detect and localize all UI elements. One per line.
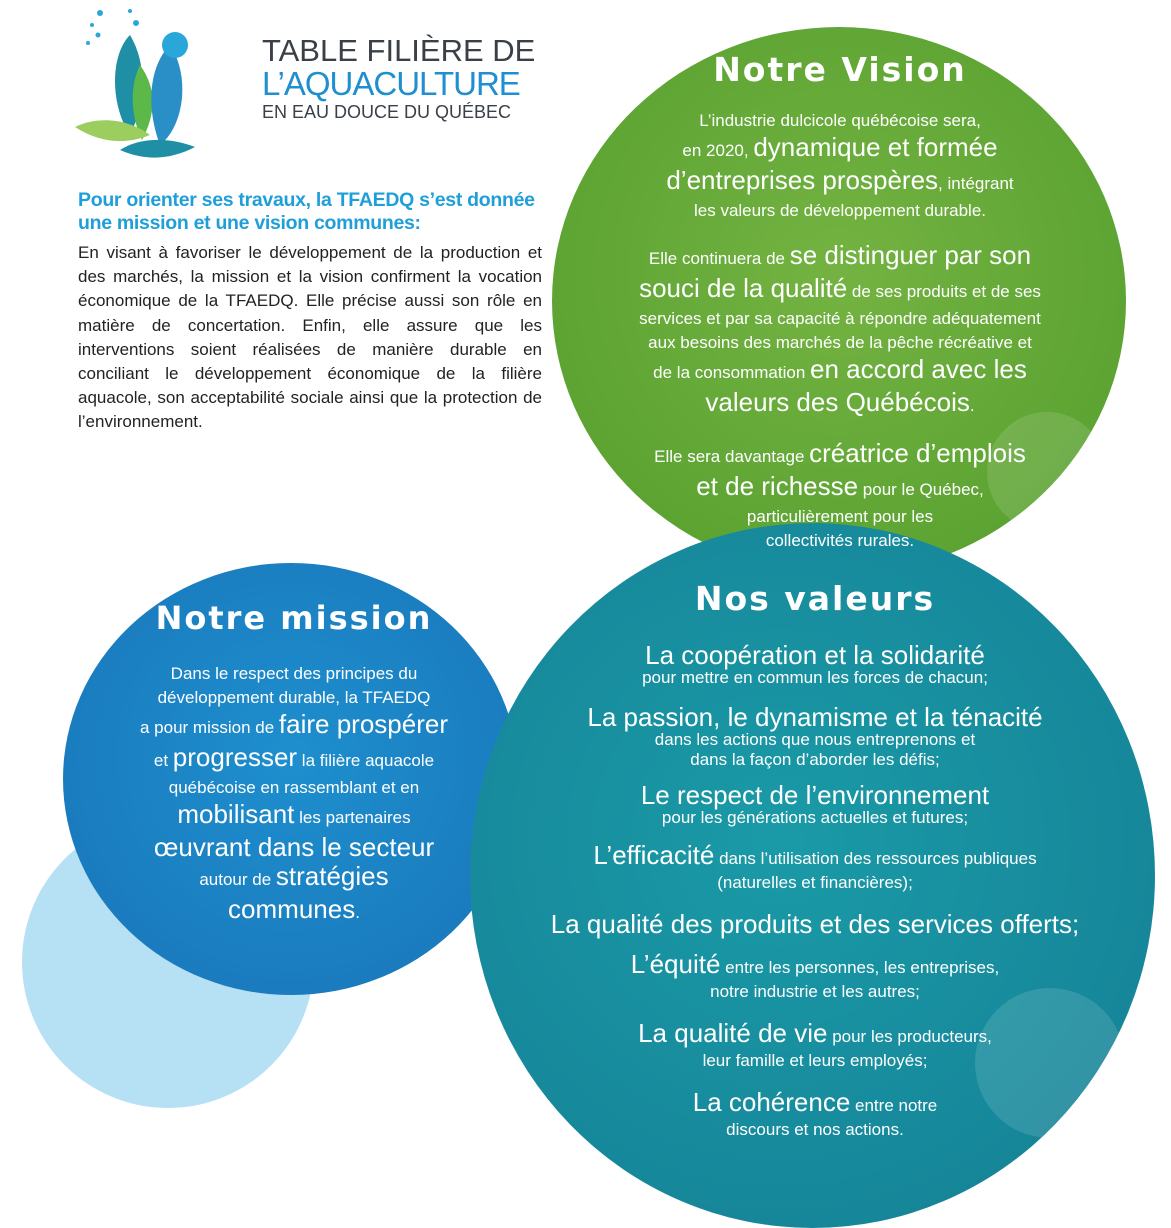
mission-emphasis-line: œuvrant dans le secteur [153, 832, 435, 862]
value-item-equite [500, 951, 1130, 1002]
vision-p2-emphasis-2: souci de la qualité [639, 273, 848, 303]
mission-text: a pour mission de [140, 718, 279, 737]
vision-p1-text: en 2020, [682, 141, 754, 160]
vision-p1-line-2: les valeurs de développement durable. [693, 201, 987, 220]
mission-emphasis: mobilisant [177, 799, 295, 829]
value-heading: L’équité [630, 949, 721, 979]
mission-title: Notre mission [155, 599, 433, 637]
value-description: pour les producteurs, [827, 1027, 992, 1046]
mission-text: les partenaires [294, 808, 411, 827]
mission-text: la filière aquacole [297, 751, 435, 770]
value-item-coherence [500, 1089, 1130, 1140]
vision-p1-emphasis: dynamique et formée [753, 132, 998, 162]
vision-p2-emphasis: se distinguer par son [789, 240, 1032, 270]
mission-text: . [355, 903, 360, 922]
value-description: discours et nos actions. [726, 1120, 904, 1139]
mission-emphasis: progresser [172, 742, 298, 772]
vision-p3-line: particulièrement pour les [746, 507, 934, 526]
mission-emphasis: faire prospérer [278, 709, 448, 739]
vision-p2-text-3: de la consommation [653, 363, 811, 382]
vision-paragraph-3 [570, 439, 1110, 553]
value-item-efficacite [500, 842, 1130, 893]
mission-paragraph [90, 662, 498, 928]
mission-text: autour de [199, 870, 276, 889]
mission-emphasis: communes [228, 894, 356, 924]
value-item-cooperation [500, 642, 1130, 688]
vision-p1-line: L’industrie dulcicole québécoise sera, [699, 111, 981, 130]
intro-title: Pour orienter ses travaux, la TFAEDQ s’est donnée une mission et une vision communes: [78, 189, 535, 234]
value-description: dans l’utilisation des ressources publiques [714, 849, 1037, 868]
vision-p2-text-4: . [969, 396, 975, 415]
value-description: pour les générations actuelles et futures; [661, 808, 969, 827]
value-description: dans la façon d’aborder les défis; [690, 750, 940, 769]
mission-line: Dans le respect des principes du [170, 664, 418, 683]
value-heading: La passion, le dynamisme et la ténacité [587, 702, 1043, 732]
value-heading: La qualité des produits et des services offerts; [550, 909, 1080, 939]
vision-p2-line-2: aux besoins des marchés de la pêche récréative et [648, 333, 1032, 352]
mission-emphasis: stratégies [275, 861, 389, 891]
value-heading: La qualité de vie [638, 1018, 828, 1048]
vision-p2-line: services et par sa capacité à répondre adéquatement [639, 309, 1041, 328]
brand-line-1: TABLE FILIÈRE DE [262, 33, 536, 68]
vision-title: Notre Vision [713, 50, 967, 89]
mission-text: et [153, 751, 173, 770]
value-heading: L’efficacité [593, 840, 715, 870]
value-description: entre notre [850, 1096, 938, 1115]
mission-line: développement durable, la TFAEDQ [157, 688, 431, 707]
brand-line-3: EN EAU DOUCE DU QUÉBEC [262, 102, 512, 122]
value-heading: Le respect de l’environnement [640, 780, 990, 810]
vision-p3-emphasis: créatrice d’emplois [809, 438, 1026, 468]
value-item-environment [500, 782, 1130, 828]
brand-line-2: L’AQUACULTURE [262, 65, 520, 102]
value-item-passion [500, 704, 1130, 770]
value-description: notre industrie et les autres; [710, 982, 920, 1001]
value-description: (naturelles et financières); [717, 873, 913, 892]
intro-body: En visant à favoriser le développement de la production et des marchés, la mission et la vision confirment la vocation économique de la TFAEDQ. Elle précise aussi son rôle en matière de concertation. Enfin, elle assure que les interventions soient réalisées de manière durable en conciliant le développement économique de la filière aquacole, son acceptabilité sociale ainsi que la protection de l’environnement. [78, 243, 542, 432]
value-item-qualite-produits [500, 909, 1130, 939]
mission-line: québécoise en rassemblant et en [168, 778, 420, 797]
vision-paragraph-1 [570, 109, 1110, 223]
vision-p2-emphasis-3: en accord avec les [810, 354, 1027, 384]
value-description: dans les actions que nous entreprenons et [654, 730, 976, 749]
vision-p3-emphasis-2: et de richesse [696, 471, 859, 501]
value-item-qualite-vie [500, 1020, 1130, 1071]
vision-content [570, 48, 1110, 553]
vision-p2-emphasis-4: valeurs des Québécois [705, 387, 970, 417]
vision-p3-text-2: pour le Québec, [858, 480, 984, 499]
value-heading: La coopération et la solidarité [645, 640, 985, 670]
value-description: leur famille et leurs employés; [702, 1051, 928, 1070]
vision-p3-line-2: collectivités rurales. [765, 531, 915, 550]
vision-paragraph-2 [570, 241, 1110, 421]
vision-p3-text: Elle sera davantage [654, 447, 810, 466]
value-heading: La cohérence [692, 1087, 851, 1117]
vision-p1-emphasis-2: d’entreprises prospères [666, 165, 939, 195]
value-description: entre les personnes, les entreprises, [720, 958, 1000, 977]
values-title: Nos valeurs [694, 579, 936, 618]
vision-p2-text-2: de ses produits et de ses [847, 282, 1041, 301]
mission-content [90, 596, 498, 928]
vision-p2-text: Elle continuera de [648, 249, 790, 268]
tfaedq-logo-icon [70, 5, 210, 165]
value-description: pour mettre en commun les forces de chacun; [642, 668, 988, 687]
vision-p1-text-2: , intégrant [938, 174, 1014, 193]
values-content [500, 576, 1130, 1140]
brand-wordmark [262, 34, 552, 124]
